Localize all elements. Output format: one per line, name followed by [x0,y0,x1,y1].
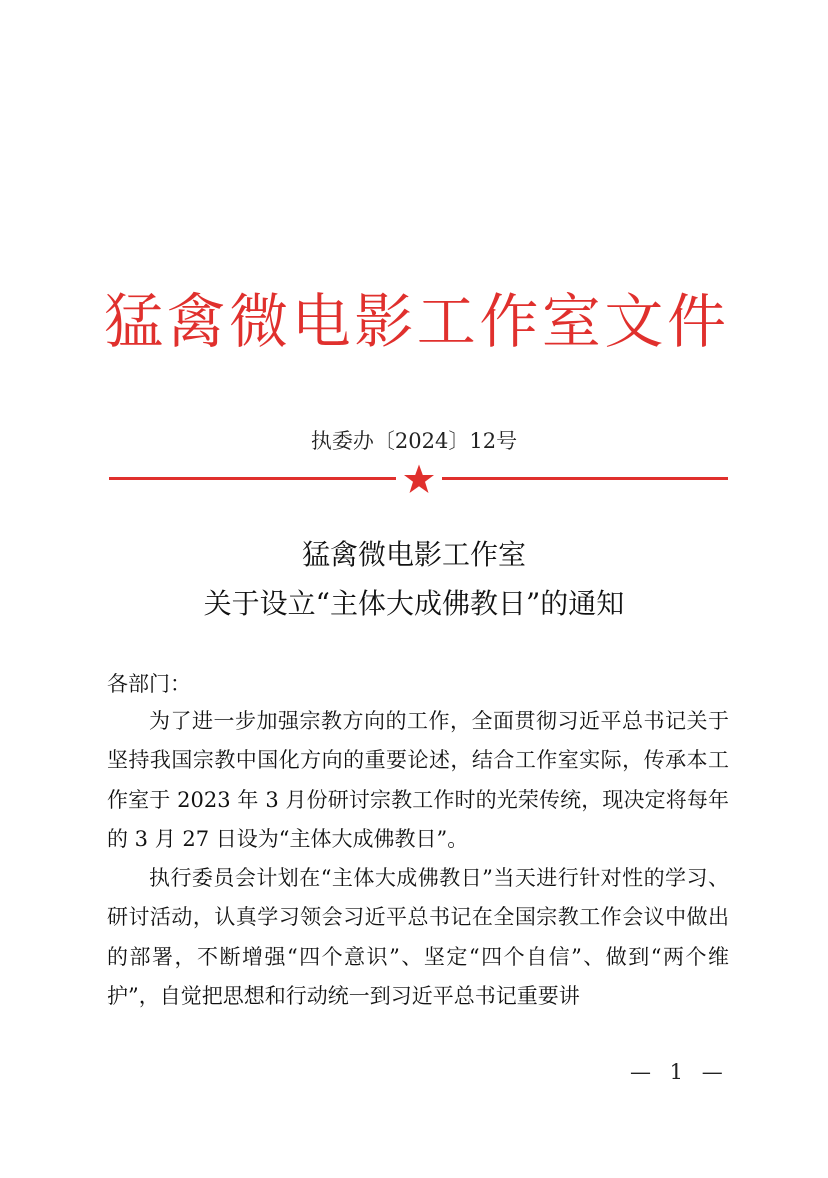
document-title-line-2: 关于设立“主体大成佛教日”的通知 [203,587,625,620]
red-divider-left [109,477,396,480]
star-icon [403,464,435,494]
page-number: — 1 — [630,1060,729,1084]
red-divider-right [442,477,728,480]
document-body [107,702,729,1016]
document-masthead: 猛禽微电影工作室文件 [104,287,728,356]
salutation: 各部门： [107,672,191,696]
body-paragraph: 执行委员会计划在“主体大成佛教日”当天进行针对性的学习、研讨活动，认真学习领会习近平总书记在全国宗教工作会议中做出的部署，不断增强“四个意识”、坚定“四个自信”、做到“两个维护”，自觉把思想和行动统一到习近平总书记重要讲 [107,866,729,1009]
document-title-line-1: 猛禽微电影工作室 [301,538,526,571]
document-number: 执委办〔2024〕12号 [310,429,518,453]
body-paragraph: 为了进一步加强宗教方向的工作，全面贯彻习近平总书记关于坚持我国宗教中国化方向的重要论述，结合工作室实际，传承本工作室于 2023 年 3 月份研讨宗教工作时的光荣传统，现决定将每年的 3 月 27 日设为“主体大成佛教日”。 [107,709,729,851]
